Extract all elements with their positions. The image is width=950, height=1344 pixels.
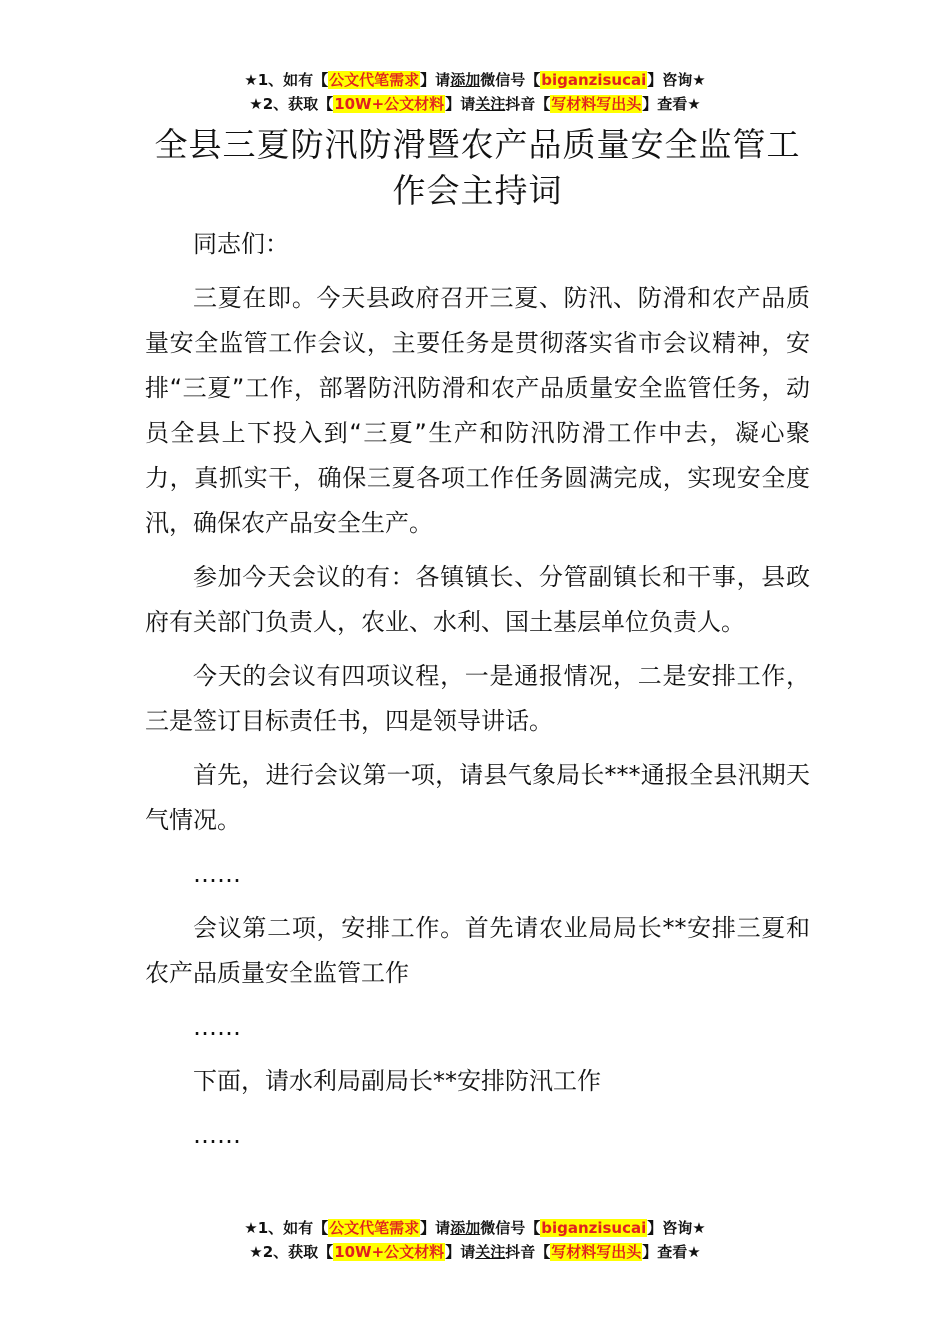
promo-banner-bottom [0, 1216, 950, 1264]
promo-text: 】查看★ [642, 95, 701, 113]
paragraph-flood-work: 下面，请水利局副局长**安排防汛工作 [193, 1067, 601, 1095]
paragraph-attendees: 参加今天会议的有：各镇镇长、分管副镇长和干事，县政府有关部门负责人，农业、水利、国土基层单位负责人。 [145, 563, 810, 636]
promo-text: 】查看★ [642, 1243, 701, 1261]
promo-text: ★2、获取【 [249, 95, 334, 113]
promo-text: 微信号【 [480, 1219, 541, 1237]
promo-text: 抖音【 [505, 1243, 551, 1261]
paragraph-greeting: 同志们： [193, 230, 289, 258]
promo-text: 】请 [445, 95, 476, 113]
paragraph-ellipsis: …… [193, 860, 241, 888]
paragraph-item-one: 首先，进行会议第一项，请县气象局长***通报全县汛期天气情况。 [145, 761, 810, 834]
document-title: 全县三夏防汛防滑暨农产品质量安全监管工作会主持词 [154, 125, 801, 210]
promo-text: ★1、如有【 [244, 71, 329, 89]
highlight-wechat-id: biganzisucai [541, 71, 647, 89]
promo-text: ★2、获取【 [249, 1243, 334, 1261]
promo-text-underlined: 关注 [475, 95, 506, 113]
promo-line-2 [0, 1240, 950, 1264]
promo-text: 】咨询★ [647, 1219, 706, 1237]
promo-text: 】请 [420, 1219, 451, 1237]
promo-line-2 [0, 92, 950, 116]
promo-text: 微信号【 [480, 71, 541, 89]
promo-text: 】咨询★ [647, 71, 706, 89]
paragraph-purpose: 三夏在即。今天县政府召开三夏、防汛、防滑和农产品质量安全监管工作会议，主要任务是贯彻落实省市会议精神，安排“三夏”工作，部署防汛防滑和农产品质量安全监管任务，动员全县上下投入到“三夏”生产和防汛防滑工作中去，凝心聚力，真抓实干，确保三夏各项工作任务圆满完成，实现安全度汛，确保农产品安全生产。 [145, 284, 810, 537]
promo-text: 】请 [420, 71, 451, 89]
paragraph-item-two: 会议第二项，安排工作。首先请农业局局长**安排三夏和农产品质量安全监管工作 [145, 914, 810, 987]
promo-text: 抖音【 [505, 95, 551, 113]
highlight-materials: 10W+公文材料 [334, 1243, 445, 1261]
document-body [145, 222, 810, 1167]
promo-text: ★1、如有【 [244, 1219, 329, 1237]
promo-banner-top [0, 68, 950, 116]
paragraph-ellipsis: …… [193, 1013, 241, 1041]
paragraph-ellipsis: …… [193, 1121, 241, 1149]
highlight-wechat-id: biganzisucai [541, 1219, 647, 1237]
promo-text-underlined: 添加 [450, 71, 481, 89]
highlight-douyin-account: 写材料写出头 [551, 1243, 642, 1261]
promo-text: 】请 [445, 1243, 476, 1261]
promo-text-underlined: 添加 [450, 1219, 481, 1237]
highlight-douyin-account: 写材料写出头 [551, 95, 642, 113]
promo-line-1 [0, 68, 950, 92]
highlight-materials: 10W+公文材料 [334, 95, 445, 113]
promo-line-1 [0, 1216, 950, 1240]
highlight-service: 公文代笔需求 [329, 1219, 420, 1237]
promo-text-underlined: 关注 [475, 1243, 506, 1261]
highlight-service: 公文代笔需求 [329, 71, 420, 89]
paragraph-agenda: 今天的会议有四项议程，一是通报情况，二是安排工作，三是签订目标责任书，四是领导讲话。 [145, 662, 810, 735]
